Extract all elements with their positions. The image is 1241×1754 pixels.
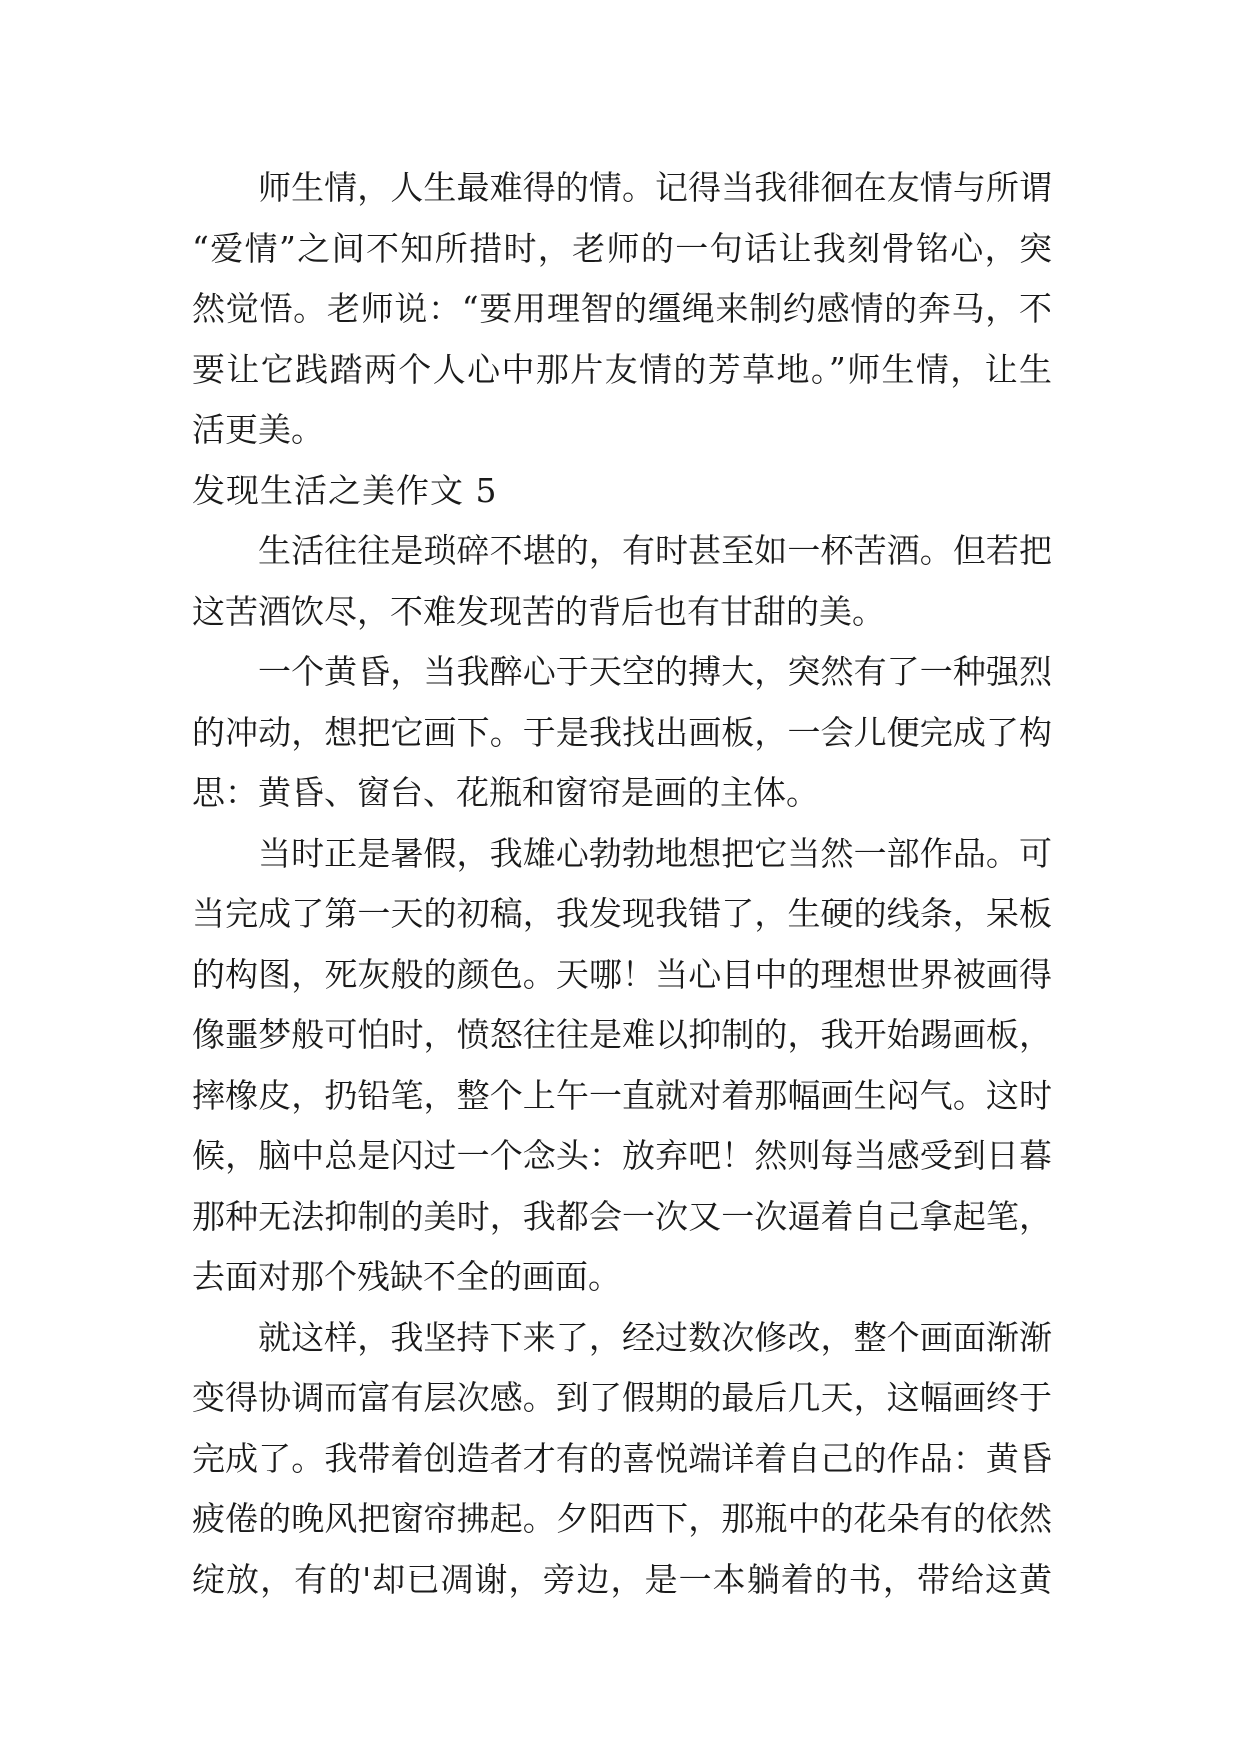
paragraph-persistence bbox=[192, 1308, 1052, 1611]
paragraph-summer-vacation bbox=[192, 824, 1052, 1308]
text-line: 疲倦的晚风把窗帘拂起。夕阳西下，那瓶中的花朵有的依然 bbox=[192, 1499, 1052, 1538]
text-line: 候，脑中总是闪过一个念头：放弃吧！然则每当感受到日暮 bbox=[192, 1136, 1052, 1175]
text-line: 当时正是暑假，我雄心勃勃地想把它当然一部作品。可 bbox=[258, 833, 1052, 873]
text-line: 当完成了第一天的初稿，我发现我错了，生硬的线条，呆板 bbox=[192, 894, 1052, 933]
text-line: 变得协调而富有层次感。到了假期的最后几天，这幅画终于 bbox=[192, 1378, 1052, 1417]
text-line: 绽放，有的'却已凋谢，旁边，是一本躺着的书，带给这黄 bbox=[192, 1559, 1052, 1599]
section-heading: 发现生活之美作文 5 bbox=[192, 470, 498, 510]
document-body bbox=[192, 158, 1052, 1610]
text-line: 然觉悟。老师说：“要用理智的缰绳来制约感情的奔马，不 bbox=[192, 289, 1052, 328]
text-line: 去面对那个残缺不全的画面。 bbox=[192, 1257, 621, 1296]
paragraph-dusk bbox=[192, 642, 1052, 824]
text-line: 活更美。 bbox=[192, 410, 324, 449]
paragraph-bitter-wine bbox=[192, 521, 1052, 642]
text-line: 要让它践踏两个人心中那片友情的芳草地。”师生情，让生 bbox=[192, 349, 1052, 389]
text-line: 就这样，我坚持下来了，经过数次修改，整个画面渐渐 bbox=[258, 1317, 1052, 1357]
text-line: 完成了。我带着创造者才有的喜悦端详着自己的作品：黄昏 bbox=[192, 1438, 1052, 1478]
text-line: 的构图，死灰般的颜色。天哪！当心目中的理想世界被画得 bbox=[192, 954, 1052, 994]
text-line: 像噩梦般可怕时，愤怒往往是难以抑制的，我开始踢画板， bbox=[192, 1015, 1052, 1054]
text-line: 摔橡皮，扔铅笔，整个上午一直就对着那幅画生闷气。这时 bbox=[192, 1075, 1052, 1115]
text-line: 那种无法抑制的美时，我都会一次又一次逼着自己拿起笔， bbox=[192, 1196, 1052, 1236]
text-line: 师生情，人生最难得的情。记得当我徘徊在友情与所谓 bbox=[258, 168, 1052, 207]
text-line: 的冲动，想把它画下。于是我找出画板，一会儿便完成了构 bbox=[192, 712, 1052, 752]
text-line: 生活往往是琐碎不堪的，有时甚至如一杯苦酒。但若把 bbox=[258, 531, 1052, 570]
paragraph-teacher-student bbox=[192, 158, 1052, 461]
text-line: 思：黄昏、窗台、花瓶和窗帘是画的主体。 bbox=[192, 773, 819, 812]
text-line: “爱情”之间不知所措时，老师的一句话让我刻骨铭心，突 bbox=[192, 228, 1052, 268]
text-line: 这苦酒饮尽，不难发现苦的背后也有甘甜的美。 bbox=[192, 591, 885, 631]
text-line: 一个黄昏，当我醉心于天空的搏大，突然有了一种强烈 bbox=[258, 652, 1052, 691]
